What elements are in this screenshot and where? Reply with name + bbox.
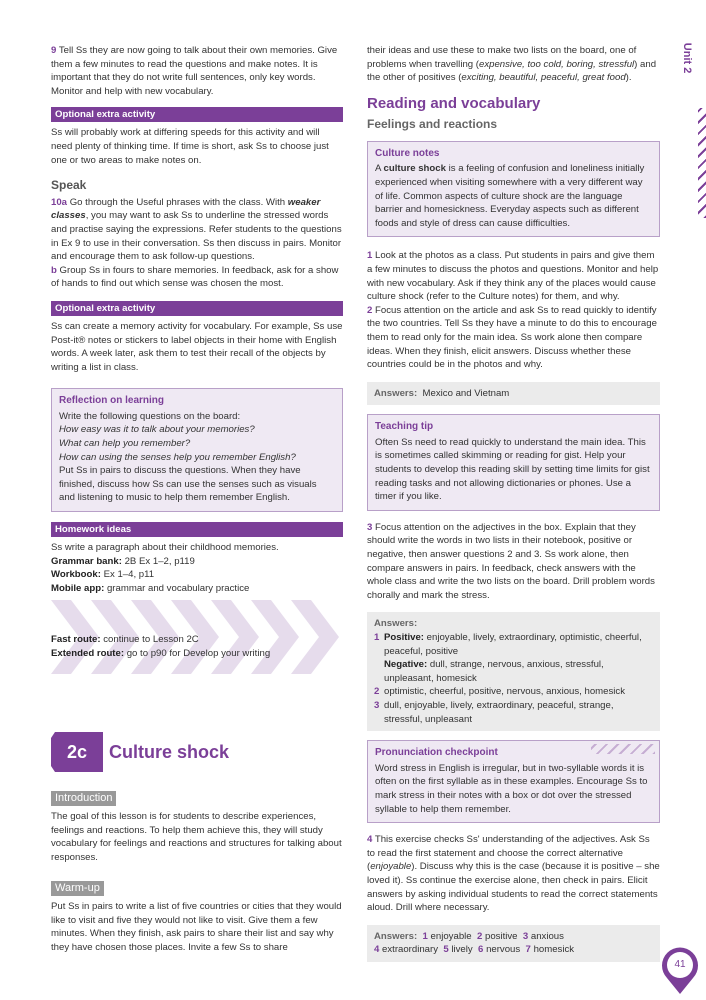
item-1: 1 Look at the photos as a class. Put students in pairs and give them a few minutes to discuss the photos and questions. Monitor and help with new vocabulary. Ask if they think any of the places would cause culture shock (refer to the Culture notes) for them, and why.	[367, 250, 659, 303]
section-subheading: Feelings and reactions	[367, 116, 498, 131]
pronunciation-box: Pronunciation checkpoint Word stress in English is irregular, but in two-syllable words it is often on the first syllable as in these examples. Encourage Ss to mark stress in their notes with a box or dot over the stressed syllable to help them remember.	[367, 740, 660, 823]
item-9: 9 Tell Ss they are now going to talk about their own memories. Give them a few minutes to read the questions and make notes. It is important that they do not write full sentences, only key words. Monitor and help with new vocabulary.	[51, 45, 338, 97]
left-column: 9 Tell Ss they are now going to talk about their own memories. Give them a few minutes to read the questions and make notes. It is important that they do not write full sentences, only key words. Monitor and help with new vocabulary. Optional extra activity Ss will probably work at differing speeds for this activity and will need plenty of thinking time. If time is short, ask Ss to choose just one or two areas to make notes on. Speak 10a Go through the Useful phrases with the class. With weaker classes, you may want to ask Ss to underline the stressed words and practise saying the expressions. Refer students to the questions in Ex 9 to use in their conversation. Ss then discuss in pairs. Monitor and encourage them to ask follow-up questions. b Group Ss in fours to share memories. In feedback, ask for a show of hands to find out which sense was chosen the most. Optional extra activity Ss can create a memory activity for vocabulary. For example, Ss use Post-it® notes or stickers to label objects in their home with English words. A week later, ask them to test their recall of the objects by writing a list in class. Reflection on learning Write the following questions on the board: How easy was it to talk about your memories? What can help you remember? How can using the senses help you remember English? Put Ss in pairs to discuss the questions. When they have finished, discuss how Ss can use the senses such as visuals and listening to music to help them remember English. Homework ideas Ss write a paragraph about their childhood memories. Grammar bank: 2B Ex 1–2, p119 Workbook: Ex 1–4, p11 Mobile app: grammar and vocabulary practice	[51, 45, 343, 594]
unit-tab-label: Unit 2	[680, 42, 693, 74]
routes: Fast route: continue to Lesson 2C Extended route: go to p90 for Develop your writing	[51, 634, 271, 659]
item-4: 4 This exercise checks Ss' understanding of the adjectives. Ask Ss to read the first statement and choose the correct alternative (enjoyable). Discuss why this is the case (because it is positive – she loved it). Ss continue the exercise alone, then check in pairs. Elicit answers by asking individual students to read the correct statements aloud. Drill where necessary.	[367, 834, 660, 914]
side-stripes	[698, 108, 706, 218]
warmup-section	[51, 881, 343, 954]
page-number-marker	[660, 946, 700, 996]
page-number: 41	[674, 959, 686, 970]
teaching-tip-title: Teaching tip	[375, 421, 434, 433]
optional-extra-text-1: Ss will probably work at differing speeds for this activity and will need plenty of thinking time. If time is short, ask Ss to choose just one or two areas to make notes on.	[51, 127, 329, 166]
intro-text: The goal of this lesson is for students to describe experiences, feelings and reactions. To help them achieve this, they will study vocabulary for feelings and reactions and structures for talking about responses.	[51, 811, 342, 863]
teaching-tip-box: Teaching tip Often Ss need to read quickly to understand the main idea. This is sometimes called skimming or reading for gist. Help your students to develop this reading skill by setting time limits for gist reading tasks and not allowing dictionaries or phones. Use a timer if you like.	[367, 414, 660, 511]
lesson-title: Culture shock	[109, 742, 230, 762]
speak-heading: Speak	[51, 178, 87, 193]
warmup-text: Put Ss in pairs to write a list of five countries or cities that they would like to visit and five they would not like to visit. Give them a few minutes. When they finish, ask pairs to share their list and say why they have chosen those places. Invite a few Ss to share	[51, 901, 342, 953]
culture-notes-title: Culture notes	[375, 147, 440, 159]
answers-box-4: Answers: 1 enjoyable 2 positive 3 anxious 4 extraordinary 5 lively 6 nervous 7 homesick	[367, 925, 660, 962]
optional-extra-header-1: Optional extra activity	[51, 107, 343, 122]
item-10b: b Group Ss in fours to share memories. In feedback, ask for a show of hands to find out which sense was chosen the most.	[51, 264, 339, 290]
culture-notes-box: Culture notes A culture shock is a feeling of confusion and loneliness initially experienced when visiting somewhere with a very different way of life. Common aspects of culture shock are the language barrier and homesickness. Everyday aspects such as different foods and style of dress can cause difficulties.	[367, 141, 660, 238]
unit-tab	[674, 44, 694, 104]
warmup-label: Warm-up	[51, 881, 104, 896]
lesson-code: 2c	[66, 742, 88, 762]
optional-extra-header-2: Optional extra activity	[51, 301, 343, 316]
section-heading: Reading and vocabulary	[367, 94, 541, 112]
item-10a: 10a Go through the Useful phrases with the class. With weaker classes, you may want to ask Ss to underline the stressed words and practise saying the expressions. Refer students to the questions in Ex 9 to use in their conversation. Ss then discuss in pairs. Monitor and encourage them to ask follow-up questions.	[51, 196, 342, 263]
pronunciation-stripes	[591, 744, 655, 754]
item-3: 3 Focus attention on the adjectives in the box. Explain that they should write the words in two lists in their notebook, positive or negative, then answer questions 2 and 3. Ss work alone, then compare answers in pairs. In feedback, check answers with the whole class and write the two lists on the board. Drill problem words chorally and mark the stress.	[367, 521, 655, 601]
answers-box-1: Answers: Mexico and Vietnam	[367, 382, 660, 406]
optional-extra-text-2: Ss can create a memory activity for vocabulary. For example, Ss use Post-it® notes or stickers to label objects in their home with English words. A week later, ask them to test their recall of the objects by writing a list in class.	[51, 320, 343, 373]
item-2: 2 Focus attention on the article and ask Ss to read quickly to identify the two countries. Tell Ss they have a minute to do this to encourage them to read only for the main idea. Ss work alone then compare ideas. When they finish, elicit answers. Discuss whether these countries could be in the photos and why.	[367, 304, 657, 371]
answers-box-3: Answers: 1 Positive: enjoyable, lively, extraordinary, optimistic, cheerful, peaceful, positive Negative: dull, strange, nervous, anxious, stressful, unpleasant, homesick 2 optimistic, cheerful, positive, nervous, anxious, homesick 3 dull, enjoyable, lively, extraordinary, peaceful, strange, stressful, unpleasant	[367, 612, 660, 731]
intro-section	[51, 791, 343, 864]
homework-header: Homework ideas	[51, 522, 343, 537]
reflection-title: Reflection on learning	[59, 395, 165, 407]
reflection-box: Reflection on learning Write the following questions on the board: How easy was it to talk about your memories? What can help you remember? How can using the senses help you remember English? Put Ss in pairs to discuss the questions. When they have finished, discuss how Ss can use the senses such as visuals and listening to music to help them remember English.	[51, 388, 343, 512]
lesson-header	[51, 732, 343, 772]
pronunciation-title: Pronunciation checkpoint	[375, 747, 498, 759]
intro-label: Introduction	[51, 791, 116, 806]
warmup-continued: their ideas and use these to make two lists on the board, one of problems when travelling (expensive, too cold, boring, stressful) and the other of positives (exciting, beautiful, peaceful, great food).	[367, 45, 657, 84]
right-column	[367, 44, 660, 962]
